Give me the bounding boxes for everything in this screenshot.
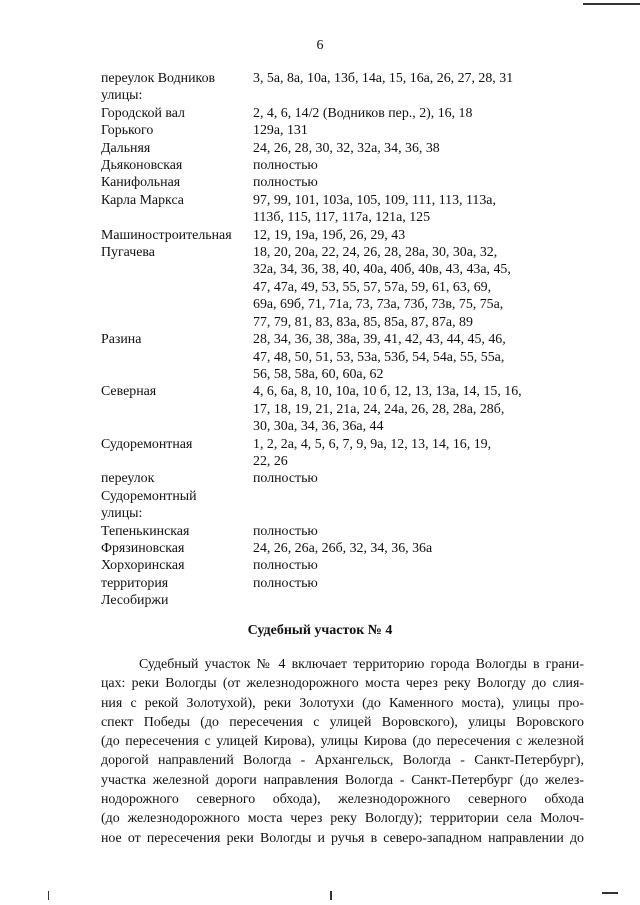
street-name: Городской вал (101, 105, 185, 121)
paragraph-line: участка железной дороги направления Вологда - Санкт-Петербург (до желез- (101, 772, 584, 788)
page-number: 6 (316, 38, 324, 53)
house-numbers-line: 113б, 115, 117, 117а, 121а, 125 (253, 210, 431, 226)
section-heading: Судебный участок № 4 (247, 623, 393, 638)
street-name: Хорхоринская (101, 558, 185, 574)
paragraph-line: дорогой направлений Вологда - Архангельск, Вологда - Санкт-Петербург), (101, 753, 584, 769)
street-row (101, 157, 561, 174)
house-numbers-line: 30, 30а, 34, 36, 36а, 44 (253, 419, 384, 435)
street-row (101, 192, 561, 227)
house-numbers (253, 140, 561, 157)
house-numbers (253, 436, 561, 471)
house-numbers-line: 97, 99, 101, 103а, 105, 109, 111, 113, 113а, (253, 192, 496, 208)
house-numbers (253, 383, 561, 435)
street-name: Дальняя (101, 140, 151, 156)
street-list-body (101, 70, 561, 610)
house-numbers-line: 32а, 34, 36, 38, 40, 40а, 40б, 40в, 43, 43а, 45, (253, 262, 511, 278)
house-numbers (253, 157, 561, 174)
house-numbers-line: 77, 79, 81, 83, 83а, 85, 85а, 87, 87а, 89 (253, 314, 473, 330)
street-row (101, 540, 561, 557)
scan-artifact-bottom-right (602, 892, 618, 894)
street-row (101, 227, 561, 244)
house-numbers-line: 24, 26, 26а, 26б, 32, 34, 36, 36а (253, 540, 433, 556)
street-name: Разина (101, 332, 142, 348)
scan-artifact-top (583, 3, 640, 5)
street-row (101, 383, 561, 435)
house-numbers (253, 227, 561, 244)
house-numbers (253, 540, 561, 557)
house-numbers (253, 192, 561, 227)
street-row (101, 244, 561, 331)
street-name: Канифольная (101, 175, 181, 191)
street-name: Горького (101, 123, 154, 139)
street-row (101, 436, 561, 471)
street-name: Фрязиновская (101, 540, 185, 556)
house-numbers-line: 3, 5а, 8а, 10а, 13б, 14а, 15, 16а, 26, 27, 28, 31 (253, 71, 514, 86)
street-name: переулок Судоремонтный улицы: (101, 471, 197, 522)
house-numbers-line: 47, 47а, 49, 53, 55, 57, 57а, 59, 61, 63, 69, (253, 279, 492, 295)
street-name: Северная (101, 384, 157, 400)
court-district-description (101, 655, 584, 848)
house-numbers-line: полностью (253, 158, 318, 174)
house-numbers (253, 523, 561, 540)
street-row (101, 470, 561, 522)
street-row (101, 70, 561, 105)
house-numbers (253, 174, 561, 191)
house-numbers (253, 470, 561, 522)
house-numbers-line: 56, 58, 58а, 60, 60а, 62 (253, 366, 384, 382)
house-numbers-line: 28, 34, 36, 38, 38а, 39, 41, 42, 43, 44, 45, 46, (253, 332, 506, 348)
scan-artifact-bottom-mid (330, 891, 332, 900)
street-row (101, 174, 561, 191)
house-numbers (253, 244, 561, 331)
scan-artifact-bottom-left (48, 891, 49, 900)
house-numbers-line: полностью (253, 575, 318, 591)
house-numbers-line: полностью (253, 523, 318, 539)
house-numbers (253, 122, 561, 139)
paragraph-line: (до пересечения с улицей Кирова), улицы Кирова (до пересечения с железной (101, 734, 584, 750)
house-numbers-line: 24, 26, 28, 30, 32, 32а, 34, 36, 38 (253, 140, 440, 156)
street-row (101, 557, 561, 574)
house-numbers-line: 47, 48, 50, 51, 53, 53а, 53б, 54, 54а, 55, 55а, (253, 349, 505, 365)
house-numbers-line: 22, 26 (253, 453, 288, 469)
house-numbers (253, 331, 561, 383)
street-list-table (101, 70, 561, 610)
street-name: Машиностроительная (101, 227, 232, 243)
street-row (101, 105, 561, 122)
house-numbers-line: полностью (253, 558, 318, 574)
street-row (101, 575, 561, 610)
street-row (101, 122, 561, 139)
street-name: территория Лесобиржи (101, 575, 169, 609)
house-numbers-line: полностью (253, 175, 318, 191)
paragraph-line: спект Победы (до пересечения с улицей Воровского), улицы Воровского (101, 714, 584, 730)
house-numbers-line: 129а, 131 (253, 123, 308, 139)
house-numbers (253, 70, 561, 105)
house-numbers (253, 557, 561, 574)
street-name: Тепенькинская (101, 523, 190, 539)
street-name: Пугачева (101, 245, 155, 261)
street-name: Карла Маркса (101, 192, 184, 208)
paragraph-line: (до железнодорожного моста через реку Вологду); территории села Молоч- (101, 811, 584, 827)
house-numbers-line: полностью (253, 471, 318, 487)
house-numbers (253, 575, 561, 610)
house-numbers-line: 1, 2, 2а, 4, 5, 6, 7, 9, 9а, 12, 13, 14, 16, 19, (253, 436, 492, 452)
paragraph-line: ния с рекой Золотухой), реки Золотухи (до Каменного моста), улицы про- (101, 695, 584, 711)
street-row (101, 331, 561, 383)
paragraph-line: цах: реки Вологды (от железнодорожного моста через реку Вологду до слия- (101, 676, 584, 692)
house-numbers (253, 105, 561, 122)
street-name: переулок Водников улицы: (101, 71, 216, 104)
paragraph-line: ное от пересечения реки Вологды и ручья в северо-западном направлении до (101, 830, 584, 846)
house-numbers-line: 69а, 69б, 71, 71а, 73, 73а, 73б, 73в, 75, 75а, (253, 297, 504, 313)
house-numbers-line: 12, 19, 19а, 19б, 26, 29, 43 (253, 227, 406, 243)
street-name: Судоремонтная (101, 436, 193, 452)
street-row (101, 523, 561, 540)
street-name: Дьяконовская (101, 158, 183, 174)
house-numbers-line: 18, 20, 20а, 22, 24, 26, 28, 28а, 30, 30а, 32, (253, 245, 498, 261)
street-row (101, 140, 561, 157)
paragraph-line: Судебный участок № 4 включает территорию города Вологды в грани- (139, 657, 584, 672)
house-numbers-line: 4, 6, 6а, 8, 10, 10а, 10 б, 12, 13, 13а, 14, 15, 16, (253, 384, 522, 400)
paragraph-line: нодорожного северного обхода), железнодорожного северного обхода (101, 792, 584, 808)
house-numbers-line: 2, 4, 6, 14/2 (Водников пер., 2), 16, 18 (253, 105, 473, 121)
house-numbers-line: 17, 18, 19, 21, 21а, 24, 24а, 26, 28, 28а, 28б, (253, 401, 505, 417)
